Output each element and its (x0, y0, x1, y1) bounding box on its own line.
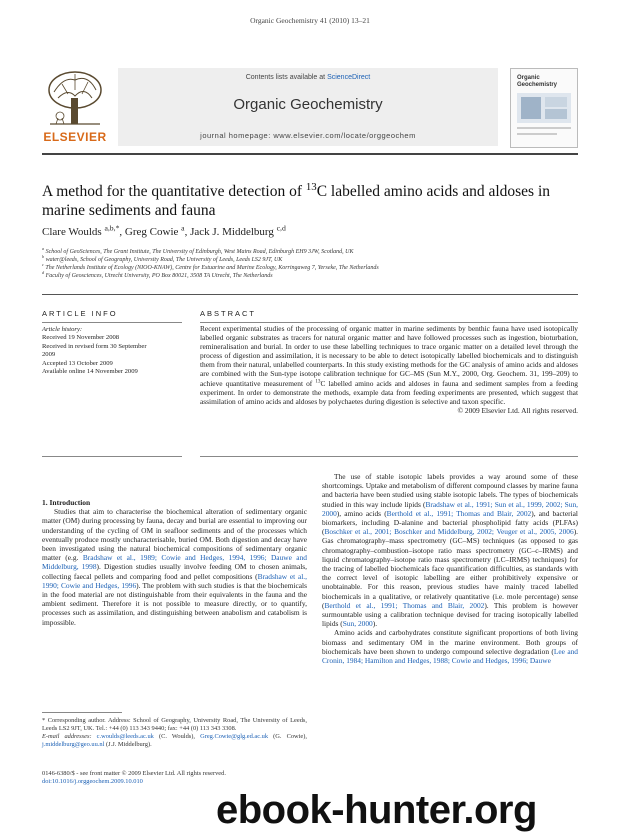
title-superscript: 13 (305, 180, 317, 193)
paragraph-text: ). This problem is however surmountable using a calibration technique devised for tracing isotopically labelled lipids ( (322, 600, 579, 629)
paragraph-text: ). Gas chromatography–mass spectrometry (GC–MS) techniques (as opposed to gas chromatography–combustion–isotope ratio mass spectrometry (GC–c–IRMS) and liquid chromatography–isotope ratio mass spectrometry (LC–IRMS) techniques) for the tracing of labelled biochemicals face quantification difficulties, as standards with the correct level of isotopic labelling are either prohibitively expensive or unobtainable. For this reason, previous studies have mainly traced labelled biochemicals in a qualitative, or relatively quantitative (i.e. mole percentage) sense ( (322, 527, 578, 610)
body-column-right (322, 472, 578, 665)
cover-title: Organic Geochemistry (517, 75, 558, 88)
intro-paragraph (322, 472, 578, 628)
copyright-notice: © 2009 Elsevier Ltd. All rights reserved. (457, 405, 578, 415)
intro-paragraph (322, 628, 578, 665)
affiliation-mark: c (42, 262, 44, 267)
author-name[interactable]: Clare Woulds (42, 226, 102, 238)
email-owner: (G. Cowie), (268, 733, 307, 740)
masthead-rule (42, 153, 578, 155)
watermark-text: ebook-hunter.org (216, 788, 537, 832)
email-label: E-mail addresses: (42, 733, 92, 740)
paragraph-text: ), and bacterial biomarkers, including D-alanine and bacterial phospholipid fatty acids (PLFAs) ( (322, 508, 578, 537)
article-history (42, 326, 192, 376)
article-info-bottom-rule (42, 456, 182, 457)
abstract-rule (200, 322, 578, 323)
affiliation-mark: b (42, 254, 45, 259)
author-affiliation-mark: a (181, 223, 185, 233)
email-link[interactable]: Greg.Cowie@glg.ed.ac.uk (200, 733, 269, 740)
tree-icon (46, 70, 104, 126)
abstract-superscript: 13 (315, 378, 321, 385)
affiliation-text: The Netherlands Institute of Ecology (NIOO-KNAW), Centre for Estuarine and Marine Ecology, Korringaweg 7, Yerseke, The Netherlands (45, 265, 379, 271)
elsevier-logo[interactable] (42, 68, 108, 146)
affiliation-text: Faculty of Geosciences, Utrecht University, PO Box 80021, 3508 TA Utrecht, The Netherlands (45, 273, 273, 279)
affiliation-text: School of GeoSciences, The Grant Institute, The University of Edinburgh, West Mains Road, Edinburgh EH9 3JW, Scotland, UK (45, 249, 354, 255)
citation-link[interactable]: Boschker et al., 2001; Boschker and Middelburg, 2002; Veuger et al., 2005, 2006 (324, 527, 574, 537)
abstract-text: C labelled amino acids and aldoses in fauna and sediment samples from a feeding experiment. In order to demonstrate the methods, example data from feeding experiments are presented, which suggest that assimilation of amino acids and aldoses by polychaetes during digestion is selective and taxon specific. (200, 378, 578, 406)
doi-link[interactable]: doi:10.1016/j.orggeochem.2009.10.010 (42, 778, 143, 785)
abstract-text: Recent experimental studies of the processing of organic matter in marine sediments by benthic fauna have used isotopically labelled organic substrates as tracers for natural organic matter and have followed processes such as ingestion, bioturbation, remineralisation and burial. In order to use these labelling techniques to trace organic matter on a detailed level through the process of digestion and assimilation, it is necessary to be able to detect isotopically labelled biochemicals and to distinguish them from their natural, unlabelled counterparts. In this study existing methods for the GC analysis of amino acids and aldoses are combined with the Sun-type isotope calibration technique for GC–MS (Sun M.Y., 2000, Org. Geochem. 31, 199–209) to achieve quantitative measurement of (200, 324, 578, 388)
affiliation (42, 248, 602, 256)
corresponding-author-footnote (42, 717, 307, 749)
paragraph-text: ). Digestion studies usually involve feeding OM to chosen animals, collecting faecal pellets and comparing food and pellet compositions ( (42, 562, 307, 581)
cover-art-icon (517, 93, 571, 141)
title-part-1: A method for the quantitative detection of (42, 183, 306, 200)
abstract-bottom-rule (200, 456, 578, 457)
affiliation-text: water@leeds, School of Geography, University Road, The University of Leeds, Leeds LS2 9JT, UK (45, 257, 283, 263)
email-owner: (J.J. Middelburg). (104, 741, 152, 748)
citation-link[interactable]: Berthold et al., 1991; Thomas and Blair, 2002 (324, 600, 485, 610)
section-heading: 1. Introduction (42, 498, 91, 507)
abstract-heading: ABSTRACT (200, 309, 257, 318)
paragraph-text: Studies that aim to characterise the biochemical alteration of sedimentary organic matter (OM) during processing by fauna, decay and burial are essential to improving our understanding of the cycling of OM in seafloor sediments and of the processes which eventually produce mostly uncharacterisable, buried OM. Both digestion and decay have been investigated using the natural biochemical compositions of sedimentary organic matter (e.g. (42, 507, 307, 563)
article-info-heading: ARTICLE INFO (42, 309, 118, 318)
history-line: Received in revised form 30 September (42, 342, 147, 350)
affiliation (42, 272, 602, 280)
contents-line (118, 74, 498, 81)
article-info-rule (42, 322, 182, 323)
article-title (42, 182, 582, 220)
history-label: Article history: (42, 326, 83, 333)
section-rule (42, 294, 578, 295)
email-link[interactable]: j.middelburg@geo.uu.nl (42, 741, 105, 748)
paragraph-text: ). (372, 619, 378, 629)
footnote-text: * Corresponding author. Address: School of Geography, University Road, The University of Leeds, Leeds LS2 9JT, UK. Tel.: +44 (0) 113 343 9440; fax: +44 (0) 113 343 3308. (42, 717, 307, 732)
author-list: Clare Woulds $^{a,b,*}$, Greg Cowie $^a$, Jack J. Middelburg $^{c,d}$ (42, 223, 286, 238)
abstract-body (200, 324, 578, 415)
affiliation (42, 264, 602, 272)
affiliation-mark: a (42, 246, 45, 251)
body-column-left (42, 498, 307, 627)
citation-link[interactable]: Bradshaw et al., 1989; Cowie and Hedges, 1994, 1996; Dauwe and Middelburg, 1998 (42, 553, 307, 572)
email-owner: (C. Woulds), (153, 733, 201, 740)
citation-link[interactable]: Bradshaw et al., 1990; Cowie and Hedges, 1996 (42, 571, 307, 590)
history-line: Available online 14 November 2009 (42, 368, 138, 376)
author-name[interactable]: Greg Cowie (124, 226, 179, 238)
footnote-rule (42, 712, 122, 713)
author-name[interactable]: Jack J. Middelburg (190, 226, 274, 238)
journal-homepage[interactable]: journal homepage: www.elsevier.com/locate/orggeochem (200, 131, 416, 140)
journal-reference: Organic Geochemistry 41 (2010) 13–21 (250, 16, 370, 25)
journal-title[interactable]: Organic Geochemistry (233, 96, 383, 113)
affiliation (42, 256, 602, 264)
issn-doi (42, 770, 307, 786)
title-part-2: C labelled amino acids and aldoses in marine sediments and fauna (42, 183, 551, 219)
elsevier-logo-text: ELSEVIER (43, 130, 107, 144)
paragraph-text: ), amino acids ( (336, 508, 387, 518)
history-line: Received 19 November 2008 (42, 334, 120, 342)
citation-link[interactable]: Berthold et al., 1991; Thomas and Blair, 2002 (386, 508, 532, 518)
issn-line: 0146-6380/$ - see front matter © 2009 Elsevier Ltd. All rights reserved. (42, 770, 226, 777)
author-affiliation-mark: a,b,* (104, 223, 120, 233)
citation-link[interactable]: Lee and Cronin, 1984; Hamilton and Hedges, 1988; Cowie and Hedges, 1996; Dauwe (322, 646, 579, 666)
journal-cover-thumbnail[interactable] (510, 68, 578, 148)
history-line: 2009 (42, 351, 56, 359)
citation-link[interactable]: Bradshaw et al., 1991; Sun et al., 1999, 2002; Sun, 2000 (322, 499, 578, 518)
affiliation-mark: d (42, 270, 45, 275)
paragraph-text: Amino acids and carbohydrates constitute significant proportions of both living biomass and sedimentary OM in the marine environment. Both groups of biochemicals have been shown to undergo compound selective degradation ( (322, 628, 578, 656)
paragraph-text: The use of stable isotopic labels provides a way around some of these shortcomings. Uptake and metabolism of different compound classes by marine fauna and bacteria have been studied using stable isotopic labels. The types of biochemicals studied in this way include lipids ( (322, 472, 578, 509)
history-line: Accepted 13 October 2009 (42, 359, 113, 367)
contents-prefix: Contents lists available at (245, 74, 328, 81)
author-affiliation-mark: c,d (276, 223, 286, 233)
sciencedirect-link[interactable]: ScienceDirect (327, 74, 371, 81)
intro-paragraph (42, 507, 307, 627)
citation-link[interactable]: Sun, 2000 (342, 619, 373, 629)
paragraph-text: ). The problem with such studies is that the biochemicals in the food material are not distinguishable from their equivalents in the fauna and the ambient sediment. Therefore it is not possible to measure directly, or to quantify, processes such as assimilation, and distinguishing between anabolism and catabolism is impossible. (42, 580, 307, 627)
email-link[interactable]: c.woulds@leeds.ac.uk (96, 733, 154, 740)
